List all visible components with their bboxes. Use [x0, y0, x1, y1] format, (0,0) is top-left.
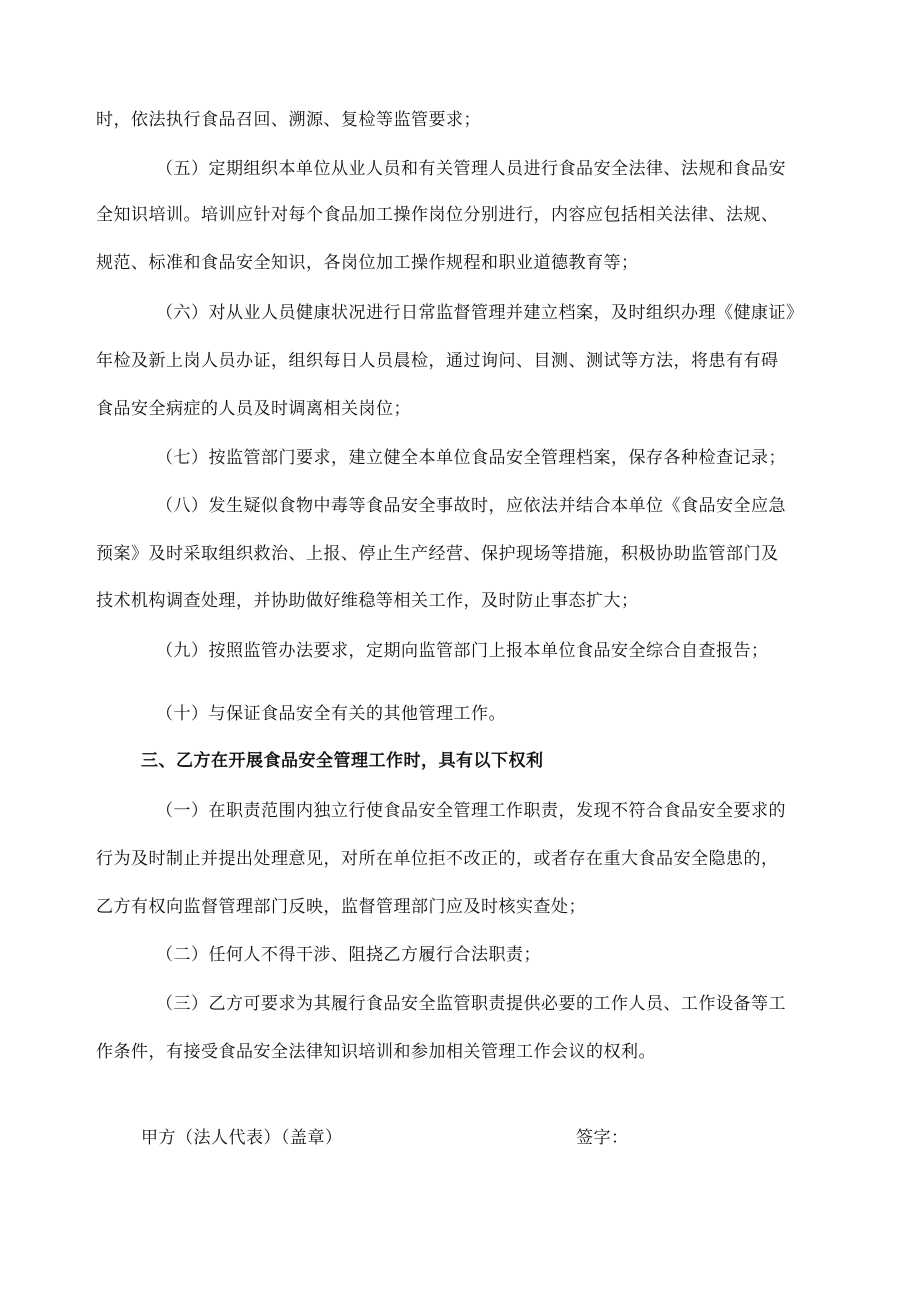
party-a-signature-label: 甲方（法人代表）（盖章） [141, 1128, 343, 1148]
paragraph-line: 作条件，有接受食品安全法律知识培训和参加相关管理工作会议的权利。 [96, 1042, 656, 1062]
sign-label: 签字： [576, 1128, 629, 1148]
paragraph-line: 全知识培训。培训应针对每个食品加工操作岗位分别进行，内容应包括相关法律、法规、 [96, 205, 779, 225]
paragraph-line: （六）对从业人员健康状况进行日常监督管理并建立档案，及时组织办理《健康证》 [156, 303, 804, 323]
paragraph-line: （八）发生疑似食物中毒等食品安全事故时，应依法并结合本单位《食品安全应急 [156, 496, 786, 516]
paragraph-line: 行为及时制止并提出处理意见，对所在单位拒不改正的，或者存在重大食品安全隐患的， [96, 849, 779, 869]
section-heading: 三、乙方在开展食品安全管理工作时，具有以下权利 [141, 751, 544, 771]
paragraph-line: （三）乙方可要求为其履行食品安全监管职责提供必要的工作人员、工作设备等工 [156, 994, 786, 1014]
paragraph-line: （五）定期组织本单位从业人员和有关管理人员进行食品安全法律、法规和食品安 [156, 159, 786, 179]
paragraph-line: 乙方有权向监督管理部门反映，监督管理部门应及时核实查处； [96, 897, 586, 917]
paragraph-line: 技术机构调查处理，并协助做好维稳等相关工作，及时防止事态扩大； [96, 591, 639, 611]
paragraph-line: 预案》及时采取组织救治、上报、停止生产经营、保护现场等措施，积极协助监管部门及 [96, 544, 779, 564]
paragraph-line: 时，依法执行食品召回、溯源、复检等监管要求； [96, 110, 481, 130]
paragraph-line: 年检及新上岗人员办证，组织每日人员晨检，通过询问、目测、测试等方法，将患有有碍 [96, 351, 779, 371]
paragraph-line: （一）在职责范围内独立行使食品安全管理工作职责，发现不符合食品安全要求的 [156, 801, 786, 821]
paragraph-line: （十）与保证食品安全有关的其他管理工作。 [156, 704, 506, 724]
paragraph-line: 规范、标准和食品安全知识，各岗位加工操作规程和职业道德教育等； [96, 253, 639, 273]
paragraph-line: （七）按监管部门要求，建立健全本单位食品安全管理档案，保存各种检查记录； [156, 448, 786, 468]
paragraph-line: 食品安全病症的人员及时调离相关岗位； [96, 399, 411, 419]
paragraph-line: （二）任何人不得干涉、阻挠乙方履行合法职责； [156, 945, 541, 965]
paragraph-line: （九）按照监管办法要求，定期向监管部门上报本单位食品安全综合自查报告； [156, 641, 769, 661]
